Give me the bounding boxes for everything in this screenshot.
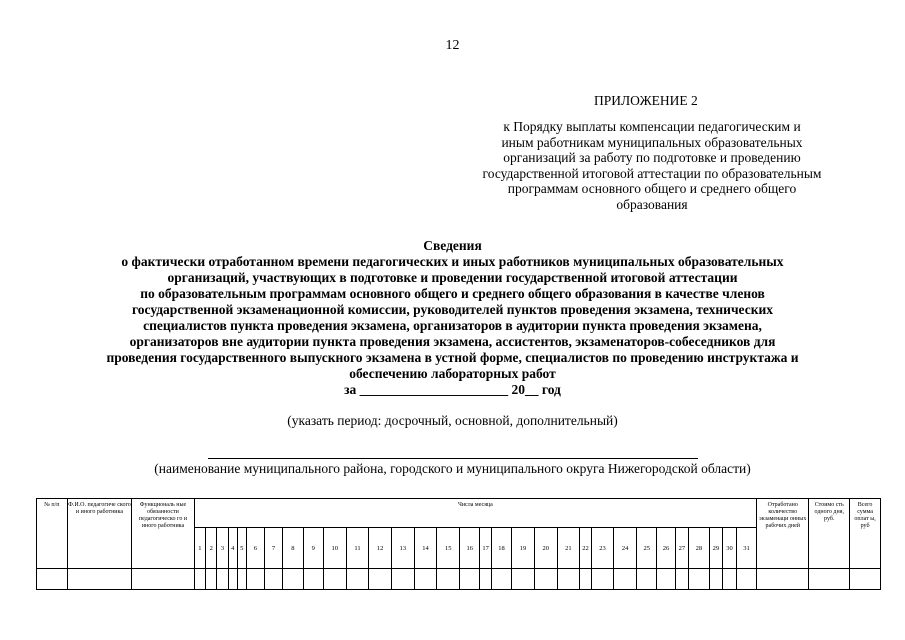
day-number-cell: 5 bbox=[237, 528, 246, 569]
heading-line: организаторов вне аудитории пункта проведения экзамена, ассистентов, экзаменаторов-собеседников для bbox=[129, 334, 776, 349]
empty-cell bbox=[850, 569, 881, 590]
empty-cell bbox=[480, 569, 491, 590]
appendix-line: образования bbox=[616, 196, 688, 212]
col-dates-header: Числа месяца bbox=[194, 499, 757, 528]
day-number-cell: 4 bbox=[228, 528, 237, 569]
empty-cell bbox=[37, 569, 68, 590]
day-number-cell: 20 bbox=[534, 528, 557, 569]
appendix-line: программам основного общего и среднего общего bbox=[507, 181, 797, 196]
day-number-cell: 16 bbox=[460, 528, 480, 569]
col-name-header: Ф.И.О. педагогиче ского и иного работника bbox=[67, 499, 132, 569]
appendix-title: ПРИЛОЖЕНИЕ 2 bbox=[594, 93, 698, 108]
region-underline bbox=[208, 458, 698, 459]
day-number-cell: 28 bbox=[689, 528, 709, 569]
empty-cell bbox=[809, 569, 850, 590]
day-number-cell: 25 bbox=[636, 528, 656, 569]
day-number-cell: 6 bbox=[246, 528, 264, 569]
heading-line: по образовательным программам основного общего и среднего общего образования в качестве членов bbox=[140, 286, 765, 301]
day-number-cell: 11 bbox=[346, 528, 369, 569]
day-number-cell: 9 bbox=[303, 528, 323, 569]
day-number-cell: 18 bbox=[491, 528, 511, 569]
col-day-cost-header: Стоимо сть одного дня, руб. bbox=[809, 499, 850, 569]
appendix-line: организаций за работу по подготовке и проведению bbox=[503, 150, 801, 165]
heading-period-line: за ______________________ 20__ год bbox=[344, 382, 561, 397]
empty-cell bbox=[460, 569, 480, 590]
empty-cell bbox=[303, 569, 323, 590]
heading-line: о фактически отработанном времени педагогических и иных работников муниципальных образовательных bbox=[121, 254, 784, 269]
heading-line: организаций, участвующих в подготовке и проведении государственной итоговой аттестации bbox=[167, 270, 738, 285]
appendix-text bbox=[452, 119, 852, 212]
empty-cell bbox=[580, 569, 591, 590]
empty-cell bbox=[67, 569, 132, 590]
day-number-cell: 26 bbox=[657, 528, 675, 569]
day-number-cell: 19 bbox=[512, 528, 535, 569]
empty-cell bbox=[614, 569, 637, 590]
appendix-line: иным работникам муниципальных образовательных bbox=[501, 134, 803, 150]
day-number-cell: 23 bbox=[591, 528, 614, 569]
heading-line: Сведения bbox=[423, 238, 482, 253]
day-number-cell: 8 bbox=[283, 528, 303, 569]
heading-line: обеспечению лабораторных работ bbox=[349, 366, 556, 381]
empty-cell bbox=[194, 569, 205, 590]
empty-cell bbox=[369, 569, 392, 590]
appendix-line: к Порядку выплаты компенсации педагогическим и bbox=[503, 119, 801, 134]
appendix-line: государственной итоговой аттестации по образовательным bbox=[482, 165, 822, 181]
empty-cell bbox=[206, 569, 217, 590]
empty-cell bbox=[346, 569, 369, 590]
document-heading bbox=[40, 238, 865, 398]
heading-line: специалистов пункта проведения экзамена, организаторов в аудитории пункта проведения экзамена, bbox=[143, 318, 762, 333]
day-number-cell: 31 bbox=[736, 528, 756, 569]
day-number-cell: 21 bbox=[557, 528, 580, 569]
empty-cell bbox=[132, 569, 194, 590]
heading-line: государственной экзаменационной комиссии, руководителей пунктов проведения экзамена, технических bbox=[131, 302, 774, 317]
empty-cell bbox=[675, 569, 689, 590]
day-number-cell: 13 bbox=[391, 528, 414, 569]
col-number-header: № п/п bbox=[37, 499, 68, 569]
empty-cell bbox=[591, 569, 614, 590]
region-hint: (наименование муниципального района, городского и муниципального округа Нижегородской области) bbox=[154, 461, 751, 476]
empty-cell bbox=[283, 569, 303, 590]
day-number-cell: 2 bbox=[206, 528, 217, 569]
period-hint: (указать период: досрочный, основной, дополнительный) bbox=[287, 413, 618, 428]
empty-cell bbox=[246, 569, 264, 590]
day-number-cell: 7 bbox=[264, 528, 282, 569]
timesheet-table bbox=[36, 498, 881, 590]
empty-cell bbox=[723, 569, 737, 590]
empty-cell bbox=[757, 569, 809, 590]
empty-cell bbox=[557, 569, 580, 590]
col-worked-days-header: Отработано количество экзаменаци онных рабочих дней bbox=[757, 499, 809, 569]
empty-cell bbox=[237, 569, 246, 590]
empty-cell bbox=[323, 569, 346, 590]
day-number-cell: 24 bbox=[614, 528, 637, 569]
day-number-cell: 14 bbox=[414, 528, 437, 569]
empty-cell bbox=[391, 569, 414, 590]
day-number-cell: 29 bbox=[709, 528, 723, 569]
col-duties-header: Функциональ ные обязанности педагогическо го и иного работника bbox=[132, 499, 194, 569]
day-number-cell: 1 bbox=[194, 528, 205, 569]
empty-cell bbox=[736, 569, 756, 590]
page-number: 12 bbox=[445, 38, 460, 53]
empty-cell bbox=[534, 569, 557, 590]
day-number-cell: 12 bbox=[369, 528, 392, 569]
heading-line: проведения государственного выпускного экзамена в устной форме, специалистов по проведению инструктажа и bbox=[106, 350, 799, 365]
empty-cell bbox=[264, 569, 282, 590]
empty-cell bbox=[709, 569, 723, 590]
empty-cell bbox=[636, 569, 656, 590]
empty-cell bbox=[689, 569, 709, 590]
empty-cell bbox=[414, 569, 437, 590]
col-total-header: Всего сумма оплат ы, руб bbox=[850, 499, 881, 569]
empty-cell bbox=[657, 569, 675, 590]
day-number-cell: 3 bbox=[217, 528, 228, 569]
day-number-cell: 17 bbox=[480, 528, 491, 569]
empty-cell bbox=[217, 569, 228, 590]
empty-cell bbox=[437, 569, 460, 590]
empty-cell bbox=[228, 569, 237, 590]
day-number-cell: 22 bbox=[580, 528, 591, 569]
empty-cell bbox=[512, 569, 535, 590]
day-number-cell: 27 bbox=[675, 528, 689, 569]
day-number-cell: 10 bbox=[323, 528, 346, 569]
day-number-cell: 30 bbox=[723, 528, 737, 569]
day-number-cell: 15 bbox=[437, 528, 460, 569]
empty-cell bbox=[491, 569, 511, 590]
